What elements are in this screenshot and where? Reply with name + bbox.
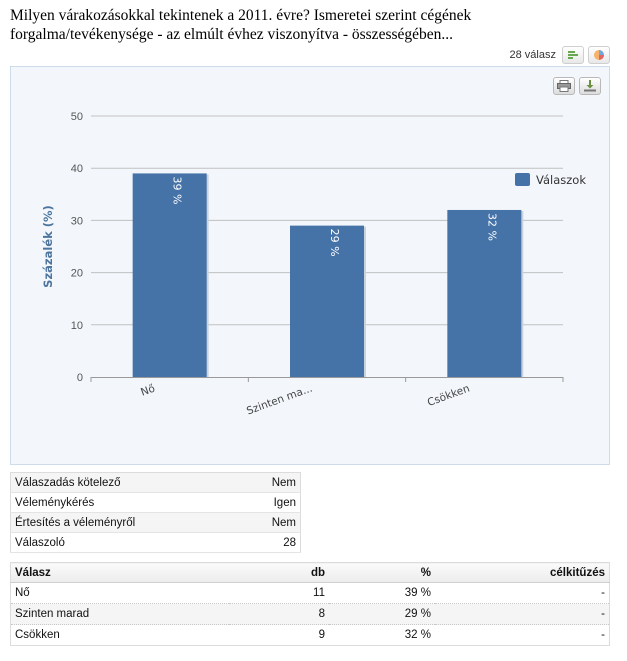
property-row bbox=[11, 493, 301, 513]
x-category-label: Szinten ma... bbox=[245, 382, 315, 418]
property-label: Értesítés a véleményről bbox=[11, 513, 242, 533]
y-tick-label: 0 bbox=[76, 372, 83, 384]
bar bbox=[447, 210, 521, 377]
answer-label: Szinten marad bbox=[11, 604, 230, 625]
legend-swatch bbox=[515, 173, 530, 186]
answers-table bbox=[10, 562, 610, 646]
property-value: Nem bbox=[242, 513, 301, 533]
data-label: 32 % bbox=[485, 212, 499, 241]
y-tick-label: 40 bbox=[70, 163, 83, 176]
header-answer: Válasz bbox=[11, 563, 230, 583]
data-label: 29 % bbox=[328, 228, 341, 257]
answers-header-row bbox=[11, 563, 610, 583]
bar-chart-icon[interactable] bbox=[562, 46, 584, 64]
chart-tools bbox=[553, 77, 601, 95]
property-row bbox=[11, 473, 301, 493]
header-pct: % bbox=[329, 563, 435, 583]
answer-pct: 32 % bbox=[329, 625, 435, 646]
property-row bbox=[11, 533, 301, 553]
property-row bbox=[11, 513, 301, 533]
response-toolbar bbox=[10, 45, 610, 65]
y-tick-label: 20 bbox=[70, 267, 83, 280]
answer-goal: - bbox=[435, 625, 610, 646]
x-category-label: Csökken bbox=[425, 382, 472, 409]
answer-pct: 29 % bbox=[329, 604, 435, 625]
y-tick-label: 30 bbox=[70, 215, 83, 228]
header-goal: célkitűzés bbox=[435, 563, 610, 583]
answer-db: 11 bbox=[229, 583, 329, 604]
bar-chart bbox=[11, 67, 609, 464]
answer-goal: - bbox=[435, 604, 610, 625]
answer-row bbox=[11, 604, 610, 625]
y-tick-label: 10 bbox=[70, 319, 83, 332]
property-label: Válaszadás kötelező bbox=[11, 473, 242, 493]
answer-db: 9 bbox=[229, 625, 329, 646]
property-label: Véleménykérés bbox=[11, 493, 242, 513]
print-icon[interactable] bbox=[553, 77, 575, 95]
answer-pct: 39 % bbox=[329, 583, 435, 604]
pie-chart-icon[interactable] bbox=[588, 46, 610, 64]
data-label: 39 % bbox=[170, 176, 184, 205]
legend-label: Válaszok bbox=[536, 173, 586, 187]
property-label: Válaszoló bbox=[11, 533, 242, 553]
property-value: Igen bbox=[242, 493, 301, 513]
answer-label: Csökken bbox=[11, 625, 230, 646]
bar bbox=[290, 226, 364, 377]
answer-label: Nő bbox=[11, 583, 230, 604]
download-icon[interactable] bbox=[579, 77, 601, 95]
response-count: 28 válasz bbox=[509, 49, 556, 61]
chart-container bbox=[10, 66, 610, 465]
question-title: Milyen várakozásokkal tekintenek a 2011. évre? Ismeretei szerint cégének forgalma/tevékenysége - az elmúlt évhez viszonyítva - összességében... bbox=[10, 7, 472, 43]
property-value: 28 bbox=[242, 533, 301, 553]
y-tick-label: 50 bbox=[70, 111, 83, 123]
answer-db: 8 bbox=[229, 604, 329, 625]
answer-row bbox=[11, 625, 610, 646]
header-db: db bbox=[229, 563, 329, 583]
answer-row bbox=[11, 583, 610, 604]
property-value: Nem bbox=[242, 473, 301, 493]
bar bbox=[133, 173, 207, 377]
y-axis-title: Százalék (%) bbox=[41, 205, 55, 288]
question-properties-table bbox=[10, 472, 301, 553]
x-category-label: Nő bbox=[139, 382, 157, 399]
answer-goal: - bbox=[435, 583, 610, 604]
